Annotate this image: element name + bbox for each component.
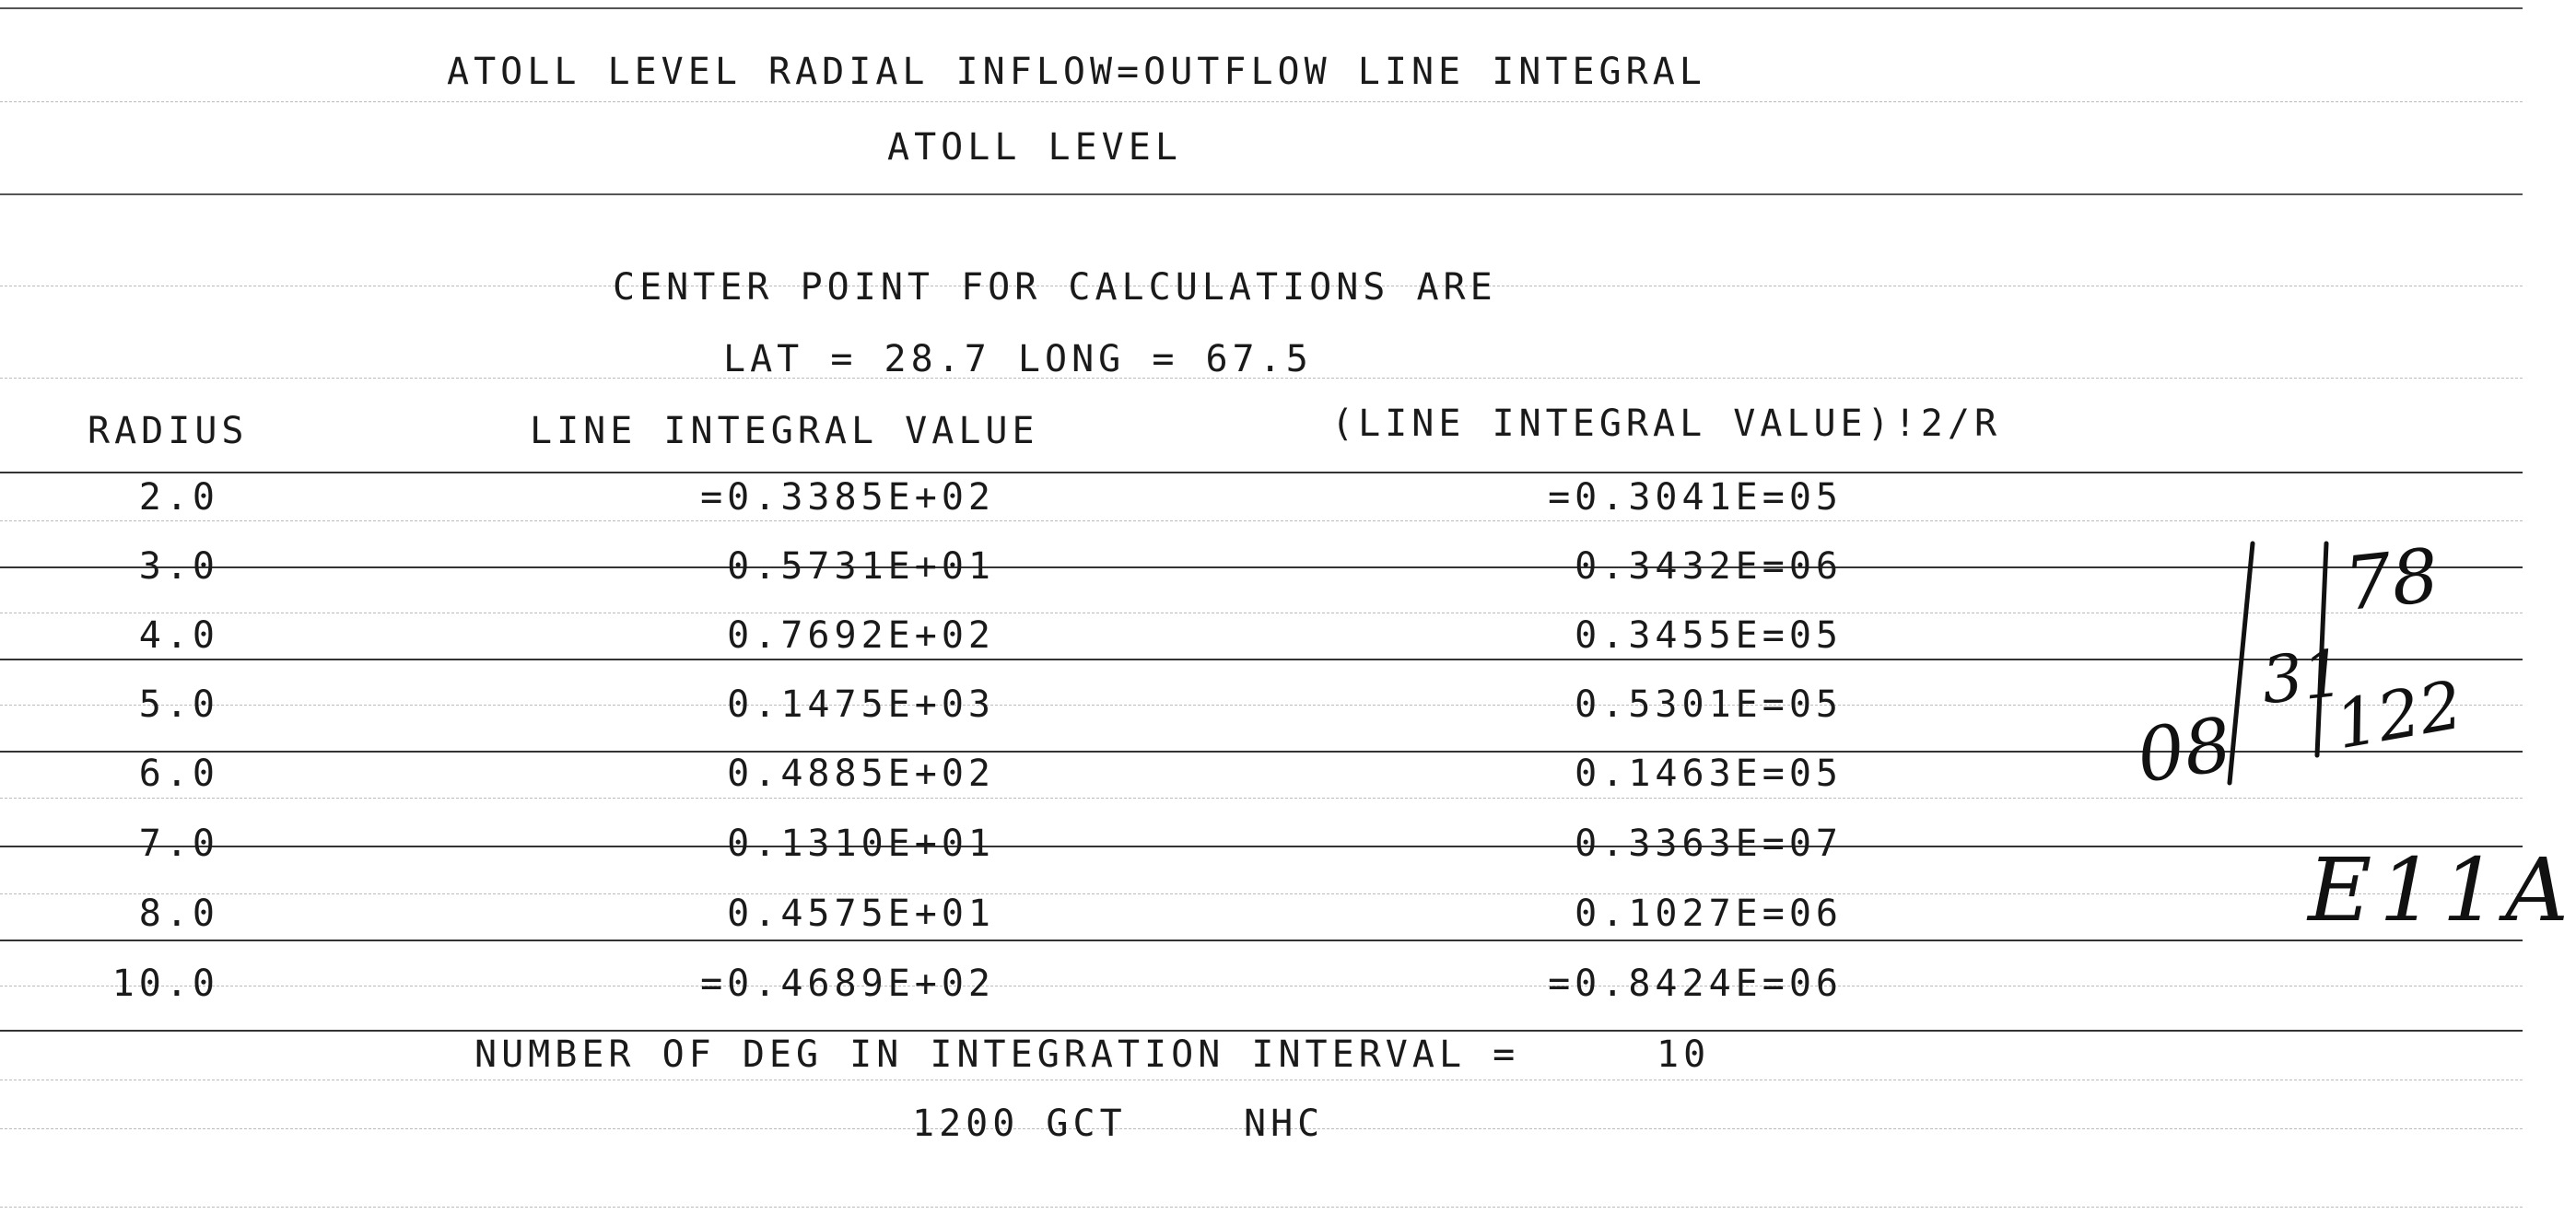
- line-integral-cell: 0.1475E+03: [727, 683, 995, 726]
- column-header-radius: RADIUS: [88, 410, 249, 452]
- line-integral-squared-cell: =0.8424E=06: [1548, 963, 1843, 1005]
- page-rule: [0, 1030, 2523, 1032]
- line-integral-cell: 0.1310E+01: [727, 823, 995, 865]
- line-integral-squared-cell: 0.1027E=06: [1575, 893, 1843, 935]
- page-rule: [0, 101, 2523, 102]
- line-integral-squared-cell: 0.3455E=05: [1575, 614, 1843, 657]
- line-integral-cell: 0.5731E+01: [727, 545, 995, 588]
- line-integral-cell: =0.4689E+02: [700, 963, 995, 1005]
- radius-cell: 8.0: [138, 893, 219, 935]
- radius-cell: 5.0: [138, 683, 219, 726]
- page-rule: [0, 193, 2523, 195]
- page-rule: [0, 846, 2523, 847]
- time-label: 1200 GCT: [912, 1103, 1127, 1145]
- line-integral-squared-cell: 0.1463E=05: [1575, 753, 1843, 795]
- line-integral-cell: 0.4885E+02: [727, 753, 995, 795]
- center-point-coords: LAT = 28.7 LONG = 67.5: [723, 338, 1313, 380]
- line-integral-cell: =0.3385E+02: [700, 476, 995, 519]
- line-integral-squared-cell: =0.3041E=05: [1548, 476, 1843, 519]
- line-integral-squared-cell: 0.3432E=06: [1575, 545, 1843, 588]
- line-integral-squared-cell: 0.3363E=07: [1575, 823, 1843, 865]
- column-header-line-integral: LINE INTEGRAL VALUE: [530, 410, 1039, 452]
- page-rule: [0, 893, 2523, 894]
- handwritten-slash-stroke: [2211, 534, 2266, 792]
- line-integral-cell: 0.7692E+02: [727, 614, 995, 657]
- page-subtitle: ATOLL LEVEL: [887, 126, 1182, 169]
- line-integral-cell: 0.4575E+01: [727, 893, 995, 935]
- radius-cell: 7.0: [138, 823, 219, 865]
- integration-interval-value: 10: [1657, 1033, 1711, 1076]
- page-title: ATOLL LEVEL RADIAL INFLOW=OUTFLOW LINE INTEGRAL: [447, 51, 1706, 93]
- handwritten-date-month: 08: [2131, 701, 2237, 800]
- integration-interval-label: NUMBER OF DEG IN INTEGRATION INTERVAL =: [474, 1033, 1520, 1076]
- page-rule: [0, 705, 2523, 706]
- page-rule: [0, 7, 2523, 9]
- page-rule: [0, 1207, 2523, 1208]
- page-rule: [0, 940, 2523, 941]
- radius-cell: 4.0: [138, 614, 219, 657]
- radius-cell: 2.0: [138, 476, 219, 519]
- column-header-line-integral-squared: (LINE INTEGRAL VALUE)!2/R: [1331, 403, 2002, 445]
- handwritten-date-year: 78: [2340, 531, 2443, 628]
- line-integral-squared-cell: 0.5301E=05: [1575, 683, 1843, 726]
- radius-cell: 10.0: [111, 963, 219, 1005]
- handwritten-code: E11A: [2308, 840, 2576, 941]
- radius-cell: 6.0: [138, 753, 219, 795]
- page-rule: [0, 659, 2523, 660]
- handwritten-date-day: 31: [2257, 635, 2348, 719]
- page-rule: [0, 520, 2523, 521]
- handwritten-number: 122: [2329, 665, 2468, 765]
- page-rule: [0, 472, 2523, 473]
- center-label: NHC: [1244, 1103, 1325, 1145]
- center-point-heading: CENTER POINT FOR CALCULATIONS ARE: [613, 266, 1497, 309]
- page-rule: [0, 566, 2523, 568]
- radius-cell: 3.0: [138, 545, 219, 588]
